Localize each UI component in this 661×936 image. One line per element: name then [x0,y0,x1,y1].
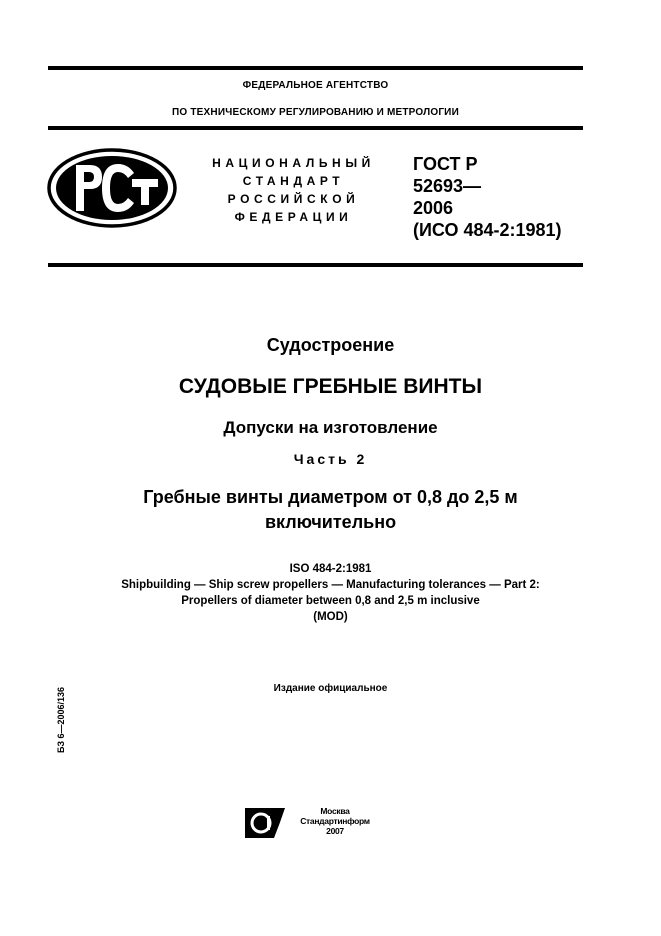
standard-designation [413,153,593,241]
header-rule [48,126,583,130]
iso-mod: (MOD) [313,611,348,623]
publisher-block [290,806,380,836]
iso-reference [0,561,661,625]
main-title: СУДОВЫЕ ГРЕБНЫЕ ВИНТЫ [178,375,483,398]
gost-r-logo-icon [46,147,178,229]
designation-line: 2006 [413,198,454,218]
publisher-name: Стандартинформ [300,816,370,826]
part-title-line-1: Гребные винты диаметром от 0,8 до 2,5 м [143,487,518,507]
national-standard-line: ФЕДЕРАЦИИ [234,210,353,224]
iso-code: ISO 484-2:1981 [289,563,372,575]
iso-title-line-2: Propellers of diameter between 0,8 and 2,5 m inclusive [181,595,480,607]
field-title: Судостроение [266,335,395,355]
publisher-year: 2007 [326,826,344,836]
side-code: БЗ 6—2006/136 [56,686,66,754]
national-standard-line: СТАНДАРТ [242,174,345,188]
block-rule [48,263,583,267]
subtitle: Допуски на изготовление [223,418,438,437]
official-edition-label: Издание официальное [273,683,388,694]
designation-line: 52693— [413,176,482,196]
designation-line: (ИСО 484-2:1981) [413,220,562,240]
national-standard-line: НАЦИОНАЛЬНЫЙ [212,156,375,170]
iso-title-line-1: Shipbuilding — Ship screw propellers — Manufacturing tolerances — Part 2: [121,579,540,591]
publisher-city: Москва [320,806,350,816]
part-number: Часть 2 [293,451,368,467]
agency-name-line-1: ФЕДЕРАЛЬНОЕ АГЕНТСТВО [242,80,389,91]
top-rule [48,66,583,70]
standartinform-logo-icon [244,806,288,840]
national-standard-label [196,154,391,226]
agency-name-line-2: ПО ТЕХНИЧЕСКОМУ РЕГУЛИРОВАНИЮ И МЕТРОЛОГИИ [172,107,459,118]
designation-line: ГОСТ Р [413,154,478,174]
national-standard-line: РОССИЙСКОЙ [227,192,360,206]
part-title-line-2: включительно [264,512,397,532]
